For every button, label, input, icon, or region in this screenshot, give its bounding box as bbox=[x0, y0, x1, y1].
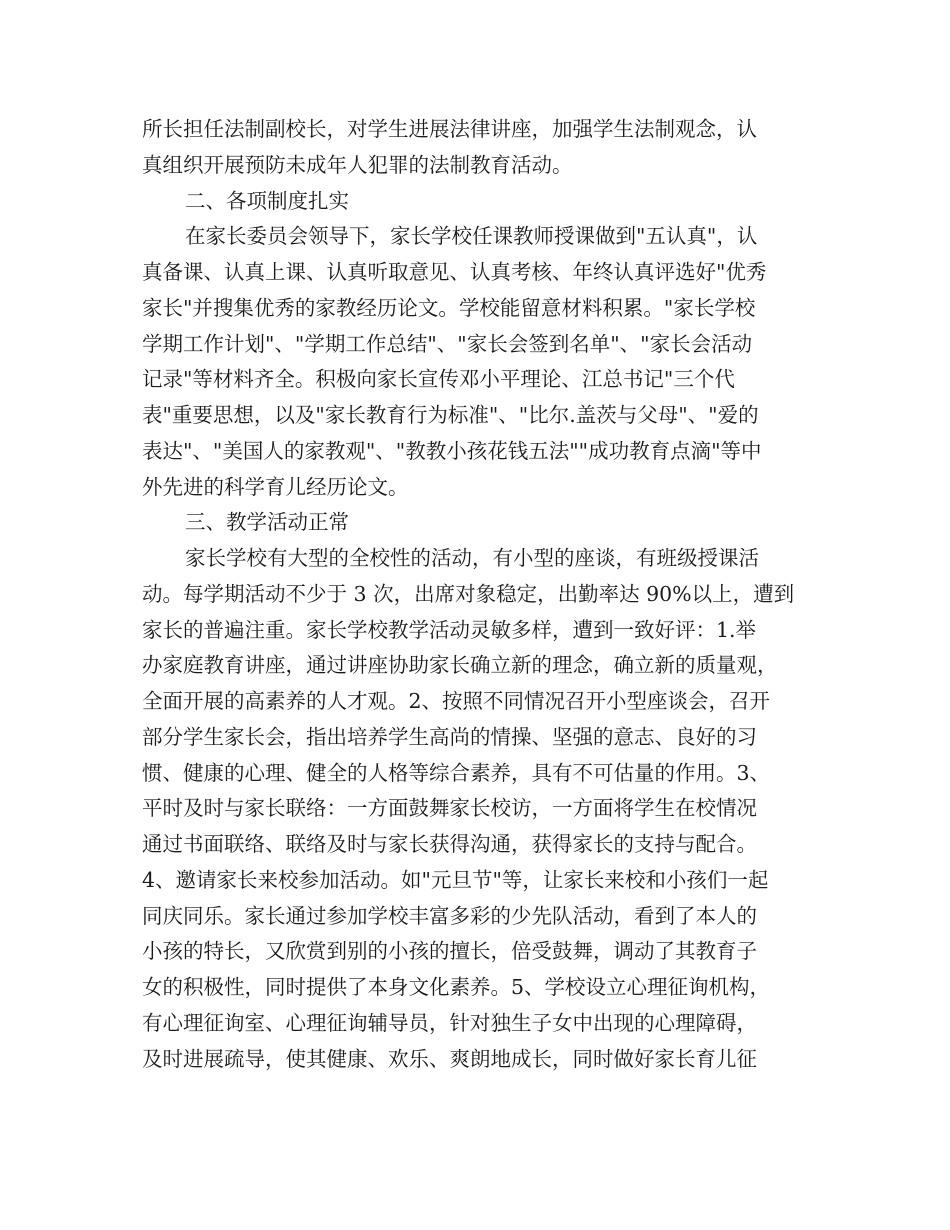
text-line-25: 女的积极性，同时提供了本身文化素养。5、学校设立心理征询机构， bbox=[142, 975, 771, 999]
section-heading-2: 二、各项制度扎实 bbox=[185, 188, 349, 213]
text-line-26: 有心理征询室、心理征询辅导员，针对独生子女中出现的心理障碍， bbox=[142, 1010, 757, 1035]
text-line-19: 惯、健康的心理、健全的人格等综合素养，具有不可估量的作用。3、 bbox=[142, 760, 771, 785]
text-line-24: 小孩的特长，又欣赏到别的小孩的擅长，倍受鼓舞，调动了其教育子 bbox=[142, 939, 757, 964]
text-line-13: 家长学校有大型的全校性的活动，有小型的座谈，有班级授课活 bbox=[185, 546, 759, 570]
text-line-5: 真备课、认真上课、认真听取意见、认真考核、年终认真评选好"优秀 bbox=[142, 260, 767, 284]
document-body bbox=[142, 112, 822, 1077]
text-line-16: 办家庭教育讲座，通过讲座协助家长确立新的理念，确立新的质量观， bbox=[142, 653, 778, 678]
text-line-4: 在家长委员会领导下，家长学校任课教师授课做到"五认真"，认 bbox=[185, 224, 758, 249]
text-line-2: 真组织开展预防未成年人犯罪的法制教育活动。 bbox=[142, 152, 573, 177]
text-line-6: 家长"并搜集优秀的家教经历论文。学校能留意材料积累。"家长学校 bbox=[142, 295, 756, 320]
text-line-23: 同庆同乐。家长通过参加学校丰富多彩的少先队活动，看到了本人的 bbox=[142, 903, 757, 928]
text-line-22: 4、邀请家长来校参加活动。如"元旦节"等，让家长来校和小孩们一起 bbox=[142, 867, 769, 892]
text-line-17: 全面开展的高素养的人才观。2、按照不同情况召开小型座谈会，召开 bbox=[142, 689, 771, 713]
text-line-14: 动。每学期活动不少于 3 次，出席对象稳定，出勤率达 90%以上，遭到 bbox=[142, 581, 795, 606]
text-line-21: 通过书面联络、联络及时与家长获得沟通，获得家长的支持与配合。 bbox=[142, 832, 757, 856]
text-line-8: 记录"等材料齐全。积极向家长宣传邓小平理论、江总书记"三个代 bbox=[142, 367, 735, 392]
text-line-27: 及时进展疏导，使其健康、欢乐、爽朗地成长，同时做好家长育儿征 bbox=[142, 1046, 757, 1071]
section-heading-3: 三、教学活动正常 bbox=[185, 510, 349, 535]
text-line-18: 部分学生家长会，指出培养学生高尚的情操、坚强的意志、良好的习 bbox=[142, 724, 757, 749]
text-line-9: 表"重要思想，以及"家长教育行为标准"、"比尔.盖茨与父母"、"爱的 bbox=[142, 403, 759, 427]
text-line-11: 外先进的科学育儿经历论文。 bbox=[142, 474, 409, 499]
text-line-7: 学期工作计划"、"学期工作总结"、"家长会签到名单"、"家长会活动 bbox=[142, 331, 753, 356]
text-line-20: 平时及时与家长联络：一方面鼓舞家长校访，一方面将学生在校情况 bbox=[142, 796, 757, 821]
text-line-10: 表达"、"美国人的家教观"、"教教小孩花钱五法""成功教育点滴"等中 bbox=[142, 438, 762, 463]
text-line-15: 家长的普遍注重。家长学校教学活动灵敏多样，遭到一致好评：1.举 bbox=[142, 617, 757, 642]
text-line-1: 所长担任法制副校长，对学生进展法律讲座，加强学生法制观念，认 bbox=[142, 117, 757, 141]
